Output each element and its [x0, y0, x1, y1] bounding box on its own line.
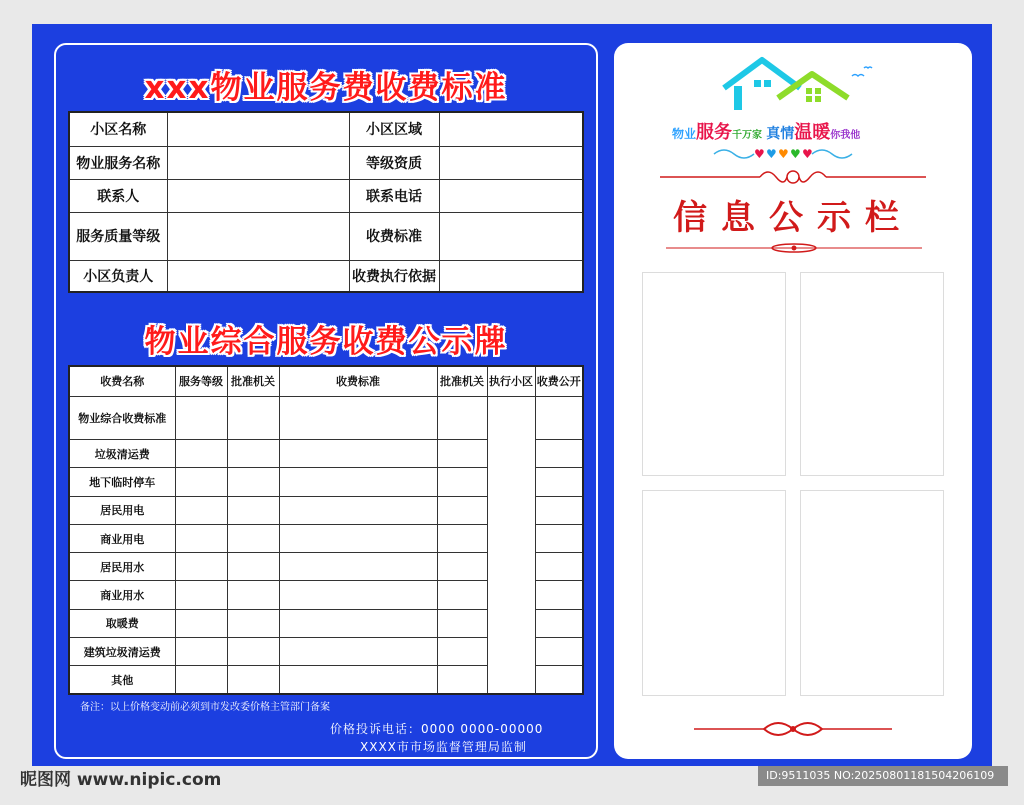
- value-cell[interactable]: [167, 146, 349, 179]
- supervisor-credit: XXXX市市场监督管理局监制: [360, 740, 527, 754]
- fee-name-cell: 地下临时停车: [69, 468, 175, 496]
- table-row: [69, 260, 583, 292]
- notice-box-3[interactable]: [642, 490, 786, 696]
- table-row: [69, 146, 583, 179]
- notice-box-2[interactable]: [800, 272, 944, 476]
- column-header: 收费标准: [279, 366, 437, 396]
- column-header: 批准机关: [437, 366, 487, 396]
- complaint-phone: 价格投诉电话：0000 0000-00000: [330, 722, 544, 736]
- fee-name-cell: 商业用水: [69, 581, 175, 609]
- fee-name-cell: 物业综合收费标准: [69, 396, 175, 439]
- label-cell: 小区区域: [349, 112, 439, 146]
- footnote: 备注：以上价格变动前必须到市发改委价格主管部门备案: [80, 702, 330, 713]
- label-cell: 小区负责人: [69, 260, 167, 292]
- notice-box-4[interactable]: [800, 490, 944, 696]
- watermark-id: ID:9511035 NO:20250801181504206109: [758, 766, 1008, 786]
- value-cell[interactable]: [167, 212, 349, 260]
- svg-text:♥: ♥: [802, 147, 813, 161]
- label-cell: 联系人: [69, 179, 167, 212]
- value-cell[interactable]: [439, 212, 583, 260]
- footer-ornament-icon: [694, 718, 892, 740]
- value-cell[interactable]: [439, 260, 583, 292]
- property-info-table: [68, 111, 584, 293]
- slogan: 物业服务千万家 真情温暖你我他: [672, 122, 861, 143]
- top-ornament-divider-icon: [660, 166, 926, 188]
- table-row: [69, 212, 583, 260]
- watermark-site-name: 昵图网: [20, 770, 71, 790]
- merged-cell[interactable]: [487, 396, 535, 694]
- svg-text:♥: ♥: [754, 147, 765, 161]
- value-cell[interactable]: [167, 112, 349, 146]
- table-row: [69, 396, 583, 439]
- fee-table: [68, 365, 584, 695]
- label-cell: 物业服务名称: [69, 146, 167, 179]
- svg-text:♥: ♥: [790, 147, 801, 161]
- fee-name-cell: 居民用水: [69, 553, 175, 581]
- label-cell: 服务质量等级: [69, 212, 167, 260]
- fee-name-cell: 其他: [69, 666, 175, 694]
- label-cell: 等级资质: [349, 146, 439, 179]
- table-row: [69, 179, 583, 212]
- table-row: [69, 112, 583, 146]
- table-header-row: [69, 366, 583, 396]
- value-cell[interactable]: [167, 179, 349, 212]
- svg-text:♥: ♥: [778, 147, 789, 161]
- houses-logo-icon: [720, 54, 880, 118]
- label-cell: 联系电话: [349, 179, 439, 212]
- column-header: 执行小区: [487, 366, 535, 396]
- fee-name-cell: 垃圾清运费: [69, 440, 175, 468]
- column-header: 收费公开: [535, 366, 583, 396]
- fee-name-cell: 商业用电: [69, 524, 175, 552]
- label-cell: 收费执行依据: [349, 260, 439, 292]
- column-header: 收费名称: [69, 366, 175, 396]
- value-cell[interactable]: [439, 146, 583, 179]
- watermark-site-url: www.nipic.com: [76, 770, 222, 790]
- column-header: 服务等级: [175, 366, 227, 396]
- hearts-ornament-icon: [708, 144, 858, 162]
- value-cell[interactable]: [167, 260, 349, 292]
- main-title: xxx物业服务费收费标准: [144, 70, 508, 106]
- fee-name-cell: 居民用电: [69, 496, 175, 524]
- second-title: 物业综合服务收费公示牌: [144, 324, 508, 360]
- notice-box-1[interactable]: [642, 272, 786, 476]
- fee-name-cell: 建筑垃圾清运费: [69, 637, 175, 665]
- label-cell: 收费标准: [349, 212, 439, 260]
- bottom-ornament-divider-icon: [666, 240, 922, 256]
- info-board-title: 信息公示栏: [673, 198, 913, 238]
- column-header: 批准机关: [227, 366, 279, 396]
- svg-text:♥: ♥: [766, 147, 777, 161]
- fee-name-cell: 取暖费: [69, 609, 175, 637]
- label-cell: 小区名称: [69, 112, 167, 146]
- watermark-site: [20, 765, 221, 790]
- value-cell[interactable]: [439, 179, 583, 212]
- value-cell[interactable]: [439, 112, 583, 146]
